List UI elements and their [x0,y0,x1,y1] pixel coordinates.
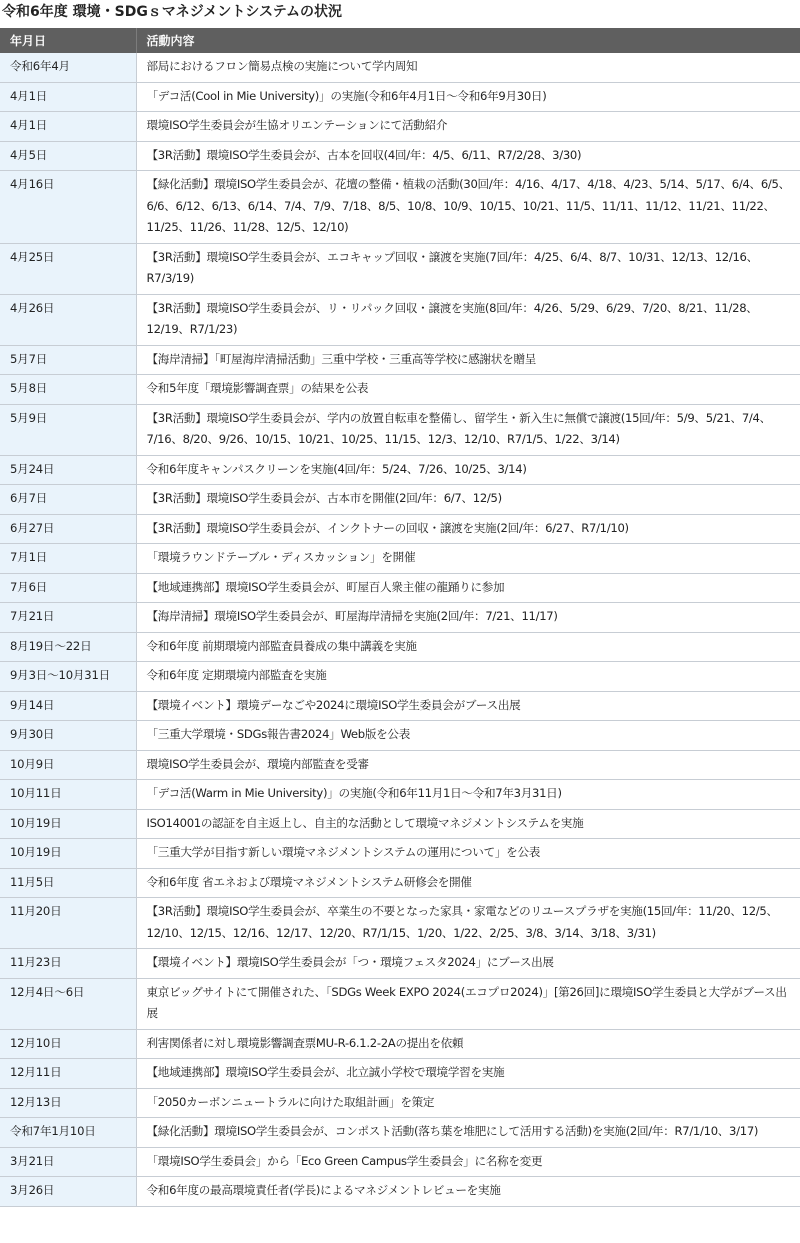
table-row [0,1118,800,1148]
page-title: 令和6年度 環境・SDGｓマネジメントシステムの状況 [2,4,342,20]
table-row [0,1177,800,1207]
row-date: 12月10日 [0,1029,136,1059]
row-activity: 【3R活動】環境ISO学生委員会が、学内の放置自転車を整備し、留学生・新入生に無償で譲渡(15回/年：5/9、5/21、7/4、7/16、8/20、9/26、10/15、10/21、10/25、11/15、12/3、12/10、R7/1/5、1/22、3/14) [136,404,800,455]
table-row [0,455,800,485]
row-activity: 【海岸清掃】「町屋海岸清掃活動」三重中学校・三重高等学校に感謝状を贈呈 [136,345,800,375]
row-date: 10月19日 [0,839,136,869]
table-row [0,171,800,244]
row-date: 5月9日 [0,404,136,455]
row-date: 10月11日 [0,780,136,810]
row-date: 11月5日 [0,868,136,898]
row-date: 4月1日 [0,82,136,112]
row-date: 12月4日～6日 [0,978,136,1029]
row-activity: 【地域連携部】環境ISO学生委員会が、北立誠小学校で環境学習を実施 [136,1059,800,1089]
table-row [0,780,800,810]
table-row [0,603,800,633]
row-activity: 「デコ活(Cool in Mie University)」の実施(令和6年4月1日～令和6年9月30日) [136,82,800,112]
table-row [0,243,800,294]
row-activity: 令和5年度「環境影響調査票」の結果を公表 [136,375,800,405]
table-row [0,404,800,455]
row-activity: 【3R活動】環境ISO学生委員会が、卒業生の不要となった家具・家電などのリユースプラザを実施(15回/年：11/20、12/5、12/10、12/15、12/16、12/17、12/20、R7/1/15、1/20、1/22、2/25、3/8、3/14、3/18、3/31) [136,898,800,949]
row-activity: 「環境ISO学生委員会」から「Eco Green Campus学生委員会」に名称を変更 [136,1147,800,1177]
row-activity: 【3R活動】環境ISO学生委員会が、古本市を開催(2回/年：6/7、12/5) [136,485,800,515]
row-date: 8月19日～22日 [0,632,136,662]
row-activity: 【緑化活動】環境ISO学生委員会が、コンポスト活動(落ち葉を堆肥にして活用する活動)を実施(2回/年：R7/1/10、3/17) [136,1118,800,1148]
row-date: 11月20日 [0,898,136,949]
row-date: 10月19日 [0,809,136,839]
header-row [0,28,800,53]
row-activity: 【3R活動】環境ISO学生委員会が、インクトナーの回収・譲渡を実施(2回/年：6/27、R7/1/10) [136,514,800,544]
table-row [0,141,800,171]
row-activity: 【環境イベント】環境ISO学生委員会が「つ・環境フェスタ2024」にブース出展 [136,949,800,979]
table-row [0,375,800,405]
row-activity: 利害関係者に対し環境影響調査票MU-R-6.1.2-2Aの提出を依頼 [136,1029,800,1059]
table-row [0,978,800,1029]
row-date: 12月11日 [0,1059,136,1089]
row-date: 7月1日 [0,544,136,574]
row-date: 3月26日 [0,1177,136,1207]
row-date: 4月5日 [0,141,136,171]
row-activity: 【緑化活動】環境ISO学生委員会が、花壇の整備・植栽の活動(30回/年：4/16、4/17、4/18、4/23、5/14、5/17、6/4、6/5、6/6、6/12、6/13、6/14、7/4、7/9、7/18、8/5、10/8、10/9、10/15、10/21、11/5、11/11、11/12、11/21、11/22、11/25、11/26、11/28、12/5、12/10) [136,171,800,244]
row-activity: 【地域連携部】環境ISO学生委員会が、町屋百人衆主催の龍踊りに参加 [136,573,800,603]
row-date: 6月7日 [0,485,136,515]
row-date: 3月21日 [0,1147,136,1177]
row-activity: ISO14001の認証を自主返上し、自主的な活動として環境マネジメントシステムを実施 [136,809,800,839]
table-row [0,721,800,751]
row-activity: 「三重大学が目指す新しい環境マネジメントシステムの運用について」を公表 [136,839,800,869]
row-date: 5月7日 [0,345,136,375]
row-date: 4月26日 [0,294,136,345]
row-date: 7月6日 [0,573,136,603]
table-row [0,53,800,82]
row-activity: 令和6年度 定期環境内部監査を実施 [136,662,800,692]
row-date: 5月8日 [0,375,136,405]
row-activity: 環境ISO学生委員会が生協オリエンテーションにて活動紹介 [136,112,800,142]
table-row [0,514,800,544]
table-row [0,898,800,949]
row-activity: 「環境ラウンドテーブル・ディスカッション」を開催 [136,544,800,574]
row-activity: 部局におけるフロン簡易点検の実施について学内周知 [136,53,800,82]
table-row [0,868,800,898]
row-date: 4月16日 [0,171,136,244]
row-date: 4月25日 [0,243,136,294]
row-date: 9月30日 [0,721,136,751]
table-row [0,1147,800,1177]
row-activity: 令和6年度キャンパスクリーンを実施(4回/年：5/24、7/26、10/25、3/14) [136,455,800,485]
row-activity: 【3R活動】環境ISO学生委員会が、リ・リパック回収・譲渡を実施(8回/年：4/26、5/29、6/29、7/20、8/21、11/28、12/19、R7/1/23) [136,294,800,345]
row-activity: 「デコ活(Warm in Mie University)」の実施(令和6年11月1日～令和7年3月31日) [136,780,800,810]
table-row [0,544,800,574]
row-date: 9月3日～10月31日 [0,662,136,692]
table-row [0,112,800,142]
row-activity: 環境ISO学生委員会が、環境内部監査を受審 [136,750,800,780]
activity-table [0,28,800,1207]
row-date: 9月14日 [0,691,136,721]
row-activity: 【3R活動】環境ISO学生委員会が、エコキャップ回収・譲渡を実施(7回/年：4/25、6/4、8/7、10/31、12/13、12/16、R7/3/19) [136,243,800,294]
row-date: 令和7年1月10日 [0,1118,136,1148]
table-row [0,691,800,721]
table-row [0,82,800,112]
table-row [0,573,800,603]
row-date: 7月21日 [0,603,136,633]
row-activity: 「三重大学環境・SDGs報告書2024」Web版を公表 [136,721,800,751]
table-row [0,345,800,375]
row-date: 12月13日 [0,1088,136,1118]
table-row [0,949,800,979]
table-row [0,839,800,869]
table-row [0,809,800,839]
row-date: 6月27日 [0,514,136,544]
table-row [0,632,800,662]
table-row [0,1059,800,1089]
table-row [0,485,800,515]
header-activity: 活動内容 [136,28,800,53]
row-activity: 【海岸清掃】環境ISO学生委員会が、町屋海岸清掃を実施(2回/年：7/21、11/17) [136,603,800,633]
row-activity: 【環境イベント】環境デーなごや2024に環境ISO学生委員会がブース出展 [136,691,800,721]
row-activity: 「2050カーボンニュートラルに向けた取組計画」を策定 [136,1088,800,1118]
row-activity: 【3R活動】環境ISO学生委員会が、古本を回収(4回/年：4/5、6/11、R7/2/28、3/30) [136,141,800,171]
header-date: 年月日 [0,28,136,53]
table-row [0,294,800,345]
row-date: 10月9日 [0,750,136,780]
row-activity: 令和6年度の最高環境責任者(学長)によるマネジメントレビューを実施 [136,1177,800,1207]
row-date: 5月24日 [0,455,136,485]
row-activity: 令和6年度 省エネおよび環境マネジメントシステム研修会を開催 [136,868,800,898]
row-activity: 東京ビッグサイトにて開催された、「SDGs Week EXPO 2024(エコプロ2024)」[第26回]に環境ISO学生委員と大学がブース出展 [136,978,800,1029]
table-body [0,53,800,1206]
row-date: 4月1日 [0,112,136,142]
row-date: 11月23日 [0,949,136,979]
table-row [0,1088,800,1118]
table-header [0,28,800,53]
table-row [0,750,800,780]
table-row [0,1029,800,1059]
row-date: 令和6年4月 [0,53,136,82]
table-row [0,662,800,692]
row-activity: 令和6年度 前期環境内部監査員養成の集中講義を実施 [136,632,800,662]
